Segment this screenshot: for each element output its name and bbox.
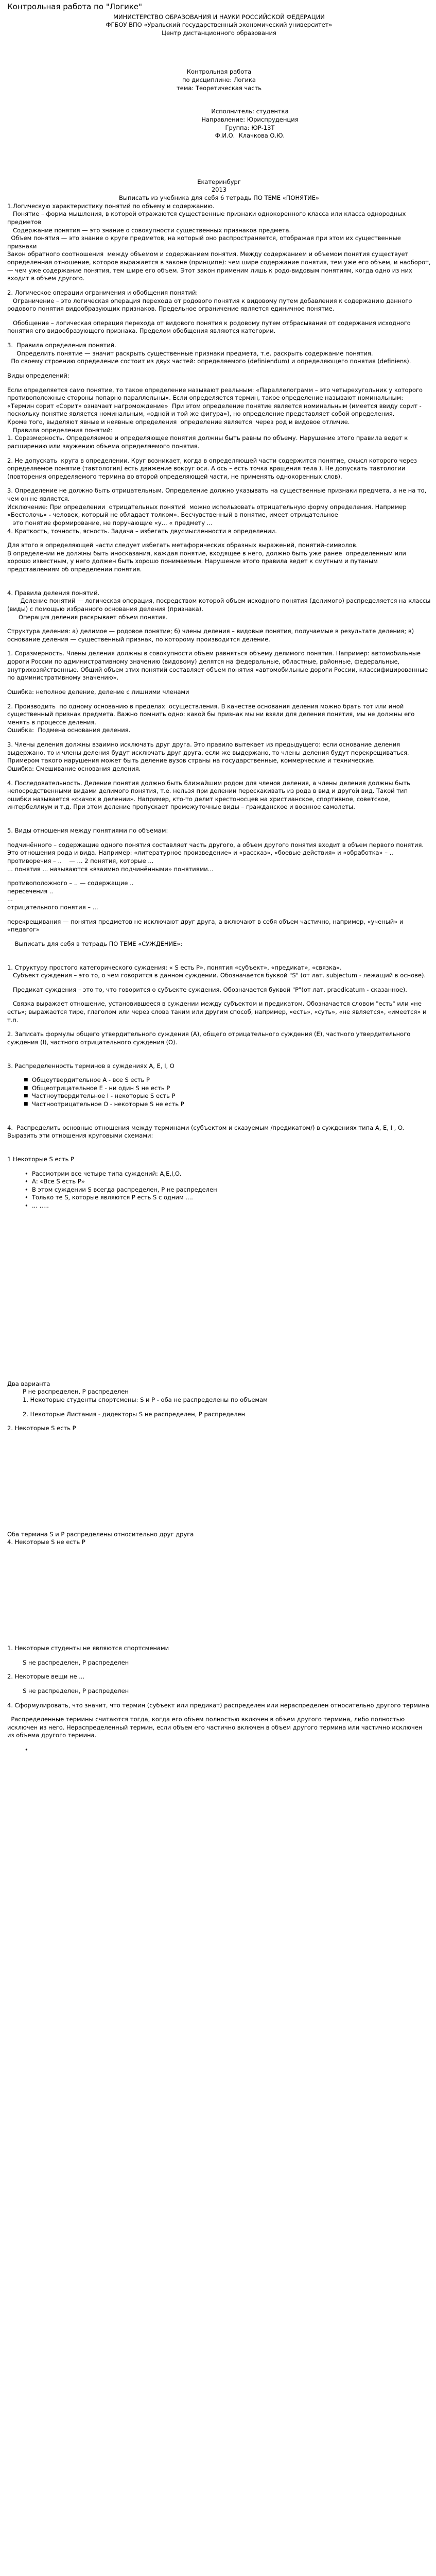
paragraph: Предикат суждения – это то, что говорится о субъекте суждения. Обозначается буквой "P"(от лат. praedicatum - сказанное). [7, 986, 407, 993]
paragraph: 2. Записать формулы общего утвердительного суждения (А), общего отрицательного суждения (Е), частного утвердительного суждения (I), частного отрицательного суждения (О). [7, 1030, 412, 1046]
list-item: • ... ..... [32, 1202, 431, 1210]
case-heading: Два варианта [7, 1380, 50, 1387]
paragraph: 2. Не допускать круга в определении. Круг возникает, когда в определяющей части содержится понятие, смысл которого через определяемое понятие (тавтология) есть движение вокруг оси. А ось – есть точка вращения тела ). Не допускать тавтологии (повторения определяемого термина во второй определяющей части, не применять однокоренных слов). [7, 456, 419, 480]
student-name: Ф.И.О. Клачкова О.Ю. [215, 132, 285, 140]
paragraph: Выписать для себя в тетрадь ПО ТЕМЕ «СУЖДЕНИЕ»: [7, 940, 183, 947]
paragraph: 2. Некоторые Листания - дидекторы S не распределен, P распределен [23, 1410, 246, 1418]
paragraph: Ошибка: Смешивание основания деления. [7, 765, 141, 772]
paragraph: Правила определения понятий: [7, 426, 113, 434]
formula-list [23, 1076, 431, 1109]
direction-line: Направление: Юриспруденция [201, 115, 299, 123]
city-line: Екатеринбург [197, 178, 241, 185]
paragraph: Связка выражает отношение, установившееся в суждении между субъектом и предикатом. Обозначается словом "есть" или «не есть»; выражается тире, глаголом или через слова таким или другим способ, например, «есть», «суть», «не является», «имеется» и т.п. [7, 1000, 429, 1024]
case-heading: Оба термина S и P распределены относительно друг друга [7, 1530, 194, 1538]
distribution-list [23, 1170, 431, 1210]
cover-student-info [7, 108, 431, 140]
paragraph: 2. Некоторые вещи не ... [7, 1673, 85, 1681]
paragraph: 3. Члены деления должны взаимно исключать друг друга. Это правило вытекает из предыдущего: если основание деления выдержано, то и члены деления будут исключать друг друга, если же выдержано, то члены деления будут перекрещиваться. Примером такого нарушения может быть деление вузов страны на государственные, коммерческие и технические. [7, 741, 411, 765]
paragraph: это понятие формирование, не поручающие «у... « предмету ... [7, 519, 213, 527]
document-title: Контрольная работа по "Логике" [7, 2, 143, 11]
discipline-line: по дисциплине: Логика [182, 76, 256, 83]
paragraph: Определить понятие — значит раскрыть существенные признаки предмета, т.е. раскрыть содержание понятия. [7, 349, 373, 357]
paragraph: Структура деления: а) делимое — родовое понятие; б) члены деления – видовые понятия, получаемые в результате деления; в) основание деления — существенный признак, по которому производится деление. [7, 628, 416, 643]
paragraph: 1. Соразмерность. Члены деления должны в совокупности объем равняться объему делимого понятия. Например: автомобильные дороги России по административному значению (видовому) делятся на федеральные, областные, районные, федеральные, внутрихозяйственные. Общий объем этих понятий составляет объем понятия «автомобильные дороги России, классифицированные по административному значению». [7, 650, 430, 682]
list-item: ■ Частноутвердительное I - некоторые S есть P [32, 1092, 431, 1100]
paragraph: противоположного – .. — содержащие .. [7, 879, 134, 887]
list-item: • Рассмотрим все четыре типа суждений: A,E,I,O. [32, 1170, 431, 1178]
year-line: 2013 [211, 186, 227, 194]
paragraph: Содержание понятия — это знание о совокупности существенных признаков предмета. [7, 226, 291, 234]
paragraph: 1. Некоторые студенты спортсмены: S и P - оба не распределены по объемам [23, 1396, 268, 1403]
center-line: Центр дистанционного образования [162, 29, 276, 37]
paragraph: Ошибка: неполное деление, деление с лишними членами [7, 688, 189, 696]
paragraph: 1.Логическую характеристику понятий по объему и содержанию. [7, 202, 215, 210]
case-heading: 1. Некоторые студенты не являются спортсменами [7, 1645, 169, 1652]
paragraph: Виды определений: [7, 371, 69, 379]
paragraph: 2. Некоторые S есть P [7, 1425, 76, 1432]
section-heading: 4. Распределить основные отношения между терминами (субъектом и сказуемым /предикатом/) в суждениях типа A, E, I , O. Выразить эти отношения круговыми схемами: [7, 1124, 408, 1140]
paragraph: Исключение: При определении отрицательных понятий можно использовать отрицательную форму определения. Например «Бестолочь» - человек, который не обладает толком». Бесчувственный в понятие, имеет отрицательное [7, 503, 409, 519]
section-heading: 5. Виды отношения между понятиями по объемам: [7, 827, 168, 834]
university-line: ФГБОУ ВПО «Уральский государственный экономический университет» [106, 21, 333, 29]
section-heading: Субъект суждения – это то, о чем говорится в данном суждении. Обозначается буквой "S" (от лат. subjectum - лежащий в основе). [7, 972, 426, 979]
list-item: ■ Общеотрицательное Е - ни один S не есть P [32, 1084, 431, 1093]
assignment-judgement: 1. Структуру простого категорического суждения: « S есть Р», понятия «субъект», «предикат», «связка». [7, 963, 342, 971]
paragraph: Деление понятий — логическая операция, посредством которой объем исходного понятия (делимого) распределяется на классы (виды) с помощью избранного основания деления (признака). [7, 597, 432, 613]
list-item: • А: «Все S есть P» [32, 1178, 431, 1186]
paragraph: Р не распределен, Р распределен [23, 1388, 129, 1396]
paragraph: 4. Некоторые S не есть Р [7, 1538, 85, 1546]
paragraph: Если определяется само понятие, то такое определение называют реальным: «Параллелограмм – это четырехугольник у которого противоположные стороны попарно параллельны». Если определяется термин, такое определение называют номинальным: «Термин сорит «Сорит» означает нагромождение» При этом определение понятие является номинальным (имеется ввиду сорит - поскольку понятие является номинальным, «одной и той же фигура»), но определение представляет собой определения. [7, 386, 425, 418]
paragraph: 2. Производить по одному основанию в пределах осуществления. В качестве основания деления можно брать тот или иной существенный признак предмета. Важно помнить одно: какой бы признак мы ни взяли для деления понятия, мы не должны его менять в процессе деления. [7, 702, 416, 726]
paragraph: отрицательного понятия – ... [7, 904, 98, 911]
list-item: ■ Общеутвердительное А - все S есть P [32, 1076, 431, 1084]
paragraph: S не распределен, Р распределен [23, 1687, 129, 1694]
paragraph: 4. Сформулировать, что значит, что термин (субъект или предикат) распределен или нераспределен относительно другого термина [7, 1701, 429, 1709]
paragraph: пересечения .. [7, 887, 54, 895]
paragraph: S не распределен, Р распределен [23, 1658, 129, 1666]
topic-line: тема: Теоретическая часть [176, 84, 262, 92]
title-page-header [7, 13, 431, 38]
paragraph: Объем понятия — это знание о круге предметов, на который оно распространяется, отображая при этом их существенные признаки [7, 234, 403, 250]
paragraph: ... понятия ... называются «взаимно подчинёнными» понятиями... [7, 865, 214, 873]
paragraph: ... [7, 895, 13, 903]
paragraph: Понятие – форма мышления, в которой отражаются существенные признаки однокоренного класса или класса однородных предметов [7, 210, 408, 226]
paragraph: Закон обратного соотношения между объемом и содержанием понятия. Между содержанием и объемом понятия существует определенная отношение, которое выражается в законе (принципе): чем шире содержание понятия, тем уже его объем, и наоборот, — чем уже содержание понятия, тем шире его объем. Этот закон применим лишь к родо-видовым понятиям, когда одно из них входит в объем другого. [7, 250, 433, 282]
paragraph: 3. Определение не должно быть отрицательным. Определение должно указывать на существенные признаки предмета, а не на то, чем он не является. [7, 487, 428, 502]
ministry-line: МИНИСТЕРСТВО ОБРАЗОВАНИЯ И НАУКИ РОССИЙСКОЙ ФЕДЕРАЦИИ [113, 13, 325, 21]
paragraph: Ограничение – это логическая операция перехода от родового понятия к видовому путем добавления к содержанию данного родового понятия видообразующих признаков. Предельное ограничение является единичное понятие. [7, 297, 414, 313]
assignment-concept: Выписать из учебника для себя 6 тетрадь ПО ТЕМЕ «ПОНЯТИЕ» [118, 194, 320, 201]
list-item: • Только те S, которые являются Р есть S с одним .... [32, 1194, 431, 1202]
section-heading: 3. Правила определения понятий. [7, 342, 116, 349]
performer-line: Исполнитель: студентка [211, 108, 289, 115]
paragraph: противоречия – .. — ... 2 понятия, которые ... [7, 857, 154, 865]
paragraph: Кроме того, выделяют явные и неявные определения определение является через род и видовое отличие. [7, 418, 350, 426]
section-heading: 4. Правила деления понятий. [7, 589, 100, 597]
section-heading: 2. Логическое операции ограничения и обобщения понятий: [7, 289, 198, 296]
section-heading: Распределенные термины считаются тогда, когда его объем полностью включен в объем другого термина, либо полностью исключен из него. Нераспределенный термин, если объем его частично включен в объем другого термина или частично исключен из объема другого термина. [7, 1716, 425, 1739]
cover-footer [7, 178, 431, 194]
group-line: Группа: ЮР-13Т [225, 124, 275, 131]
paragraph: Для этого в определяющей части следует избегать метафорических образных выражений, понятий-символов. [7, 541, 358, 549]
paragraph: В определении не должны быть иносказания, каждая понятие, входящее в него, должно быть уже ранее определенным или хорошо известным, у него должен быть хорошо понимаемым. Нарушение этого правила ведет к смутным и путаным представлениям об определении понятия. [7, 549, 408, 573]
paragraph: 4. Краткость, точность, ясность. Задача – избегать двусмысленности в определении. [7, 527, 277, 535]
paragraph: подчинённого – содержащие одного понятия составляет часть другого, а объем другого понятия входит в объем первого понятия. Это отношения рода и вида. Например: «литературное произведение» и «рассказ», «боевые действия» и «обработка» – .. [7, 841, 426, 857]
section-heading: 1 Некоторые S есть P [7, 1155, 74, 1163]
paragraph: Обобщение – логическая операция перехода от видового понятия к родовому путем отбрасывания от содержания исходного понятия его видообразующего признака. Пределом обобщения являются категории. [7, 319, 413, 335]
cover-work-info [7, 68, 431, 92]
list-item: • В этом суждении S всегда распределен, Р не распределен [32, 1186, 431, 1194]
section-heading: 3. Распределенность терминов в суждениях А, Е, I, О [7, 1062, 175, 1070]
paragraph: Ошибка: Подмена основания деления. [7, 726, 131, 734]
list-item: ■ Частноотрицательное О - некоторые S не есть P [32, 1100, 431, 1109]
paragraph: перекрещивания — понятия предметов не исключают друг друга, а включают в себя объем частично, например, «ученый» и «педагог» [7, 918, 406, 934]
paragraph: 4. Последовательность. Деление понятия должно быть ближайшим родом для членов деления, а члены деления должны быть непосредственными видами делимого понятия, т.е. нельзя при делении перескакивать из рода в вид и другой вид. Такой тип ошибки называется «скачок в делении». Например, кто-то делит крестоносцев на христианское, спортивное, советское, интербеллиум и т.д. При этом деление пропускает промежуточные виды – гражданское и военное самолеты. [7, 779, 412, 811]
paragraph: 1. Соразмерность. Определяемое и определяющее понятия должны быть равны по объему. Нарушение этого правила ведет к расширению или заужению объема определяемого понятия. [7, 434, 410, 450]
paragraph: По своему строению определение состоит из двух частей: определяемого (definiendum) и определяющего понятия (definiens). [7, 358, 411, 365]
paragraph: Операция деления раскрывает объем понятия. [7, 613, 168, 621]
work-type: Контрольная работа [186, 68, 252, 76]
